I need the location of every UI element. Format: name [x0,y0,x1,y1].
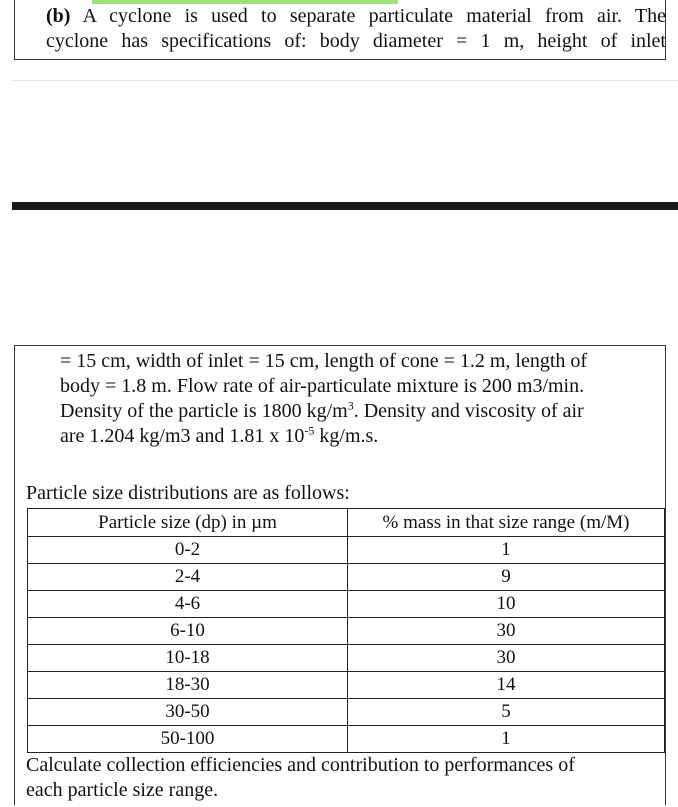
particle-size-table [27,508,665,753]
table-cell-size: 6-10 [28,618,348,645]
question-text-top [46,4,666,54]
question-line-2: cyclone has specifications of: body diameter = 1 m, height of inlet [46,30,666,52]
table-cell-size: 10-18 [28,645,348,672]
table-header-row [28,509,665,537]
table-cell-mass: 30 [348,618,665,645]
page-gap-line [12,80,678,81]
para-line-1: = 15 cm, width of inlet = 15 cm, length of cone = 1.2 m, length of [60,350,588,372]
para-line-3: Density of the particle is 1800 $kg/m^3$. Density and viscosity of air [60,398,584,422]
table-cell-size: 2-4 [28,564,348,591]
question-line-1: (b) A cyclone is used to separate particulate material from air. The [46,5,666,27]
closing-text [26,753,666,803]
table-row [28,699,665,726]
table-row [28,618,665,645]
table-header-size: Particle size (dp) in µm [28,509,348,537]
page-divider-bar [12,202,678,210]
table-cell-mass: 5 [348,699,665,726]
closing-line-2: each particle size range. [26,779,219,801]
table-cell-size: 4-6 [28,591,348,618]
para-line-4: are 1.204 kg/m3 and 1.81 x $10^{-5}$ kg/m.s. [60,423,379,447]
table-cell-mass: 1 [348,726,665,753]
table-row [28,564,665,591]
table-header-mass: % mass in that size range (m/M) [348,509,665,537]
table-row [28,726,665,753]
table-row [28,591,665,618]
table-cell-size: 50-100 [28,726,348,753]
table-row [28,672,665,699]
closing-line-1: Calculate collection efficiencies and contribution to performances of [26,754,575,776]
table-cell-mass: 14 [348,672,665,699]
table-cell-mass: 1 [348,537,665,564]
table-cell-size: 18-30 [28,672,348,699]
table-cell-mass: 9 [348,564,665,591]
table-cell-size: 0-2 [28,537,348,564]
table-intro-text: Particle size distributions are as follows: [26,482,350,504]
continued-paragraph [60,349,666,449]
table-cell-mass: 30 [348,645,665,672]
table-cell-mass: 10 [348,591,665,618]
table-cell-size: 30-50 [28,699,348,726]
table-row [28,645,665,672]
table-row [28,537,665,564]
para-line-2: body = 1.8 m. Flow rate of air-particulate mixture is 200 m3/min. [60,375,585,397]
question-label: (b) [46,5,71,27]
